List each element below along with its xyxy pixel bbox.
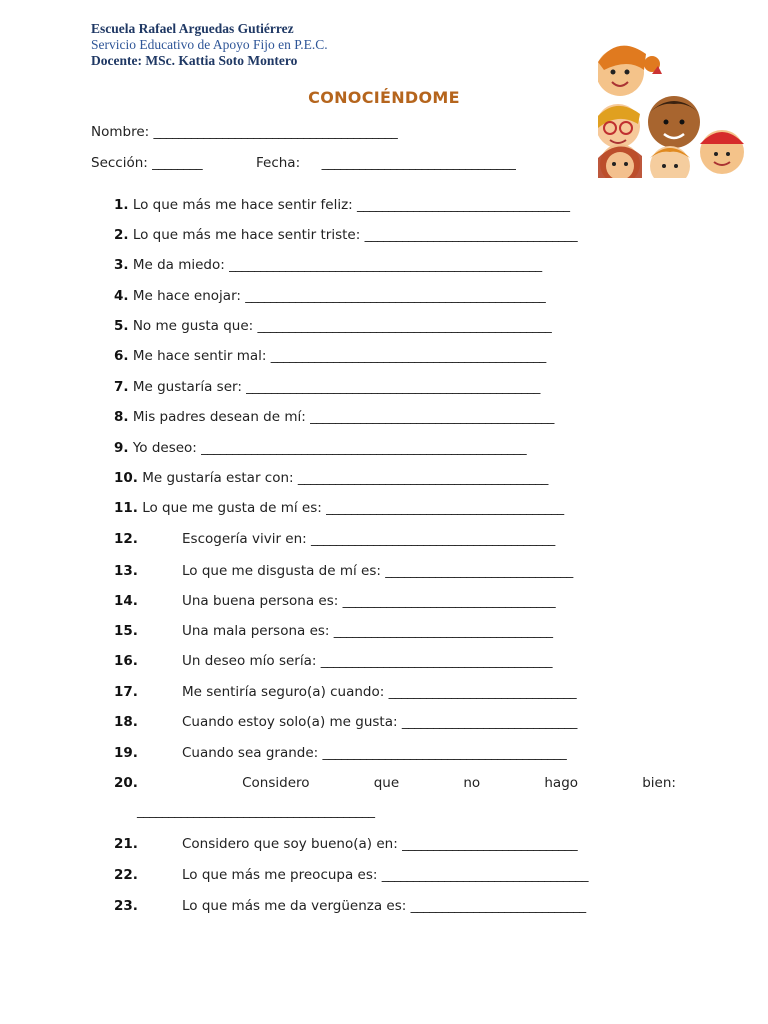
question-14: [114, 593, 676, 609]
answer-blank[interactable]: ____________________________: [410, 898, 586, 914]
question-text: Escogería vivir en: _______________________________________: [182, 531, 555, 547]
question-number: 1.: [114, 197, 129, 213]
question-7: [114, 379, 676, 395]
question-15: [114, 623, 676, 639]
question-number: 11.: [114, 500, 138, 516]
question-number: 3.: [114, 257, 129, 273]
question-number: 22.: [114, 867, 138, 883]
question-6: [114, 348, 676, 364]
question-text: Lo que más me da vergüenza es: ____________________________: [182, 898, 586, 914]
question-text: Me sentiría seguro(a) cuando: ______________________________: [182, 684, 577, 700]
question-number: 4.: [114, 288, 129, 304]
school-name: Escuela Rafael Arguedas Gutiérrez: [91, 21, 294, 36]
answer-blank[interactable]: ___________________________________: [333, 623, 553, 639]
question-number: 23.: [114, 898, 138, 914]
seccion-label: Sección:: [91, 155, 148, 171]
question-word: que: [373, 775, 400, 791]
question-18: [114, 714, 676, 730]
seccion-row: [91, 155, 202, 171]
question-3: [114, 257, 676, 273]
nombre-label: Nombre:: [91, 124, 150, 140]
question-number: 6.: [114, 348, 129, 364]
question-1: [114, 197, 676, 213]
question-text: Mis padres desean de mí:: [132, 409, 306, 425]
question-number: 15.: [114, 623, 138, 639]
answer-blank[interactable]: _______________________________________________: [246, 379, 540, 395]
fecha-row: [256, 155, 515, 171]
question-23: [114, 898, 676, 914]
question-4: [114, 288, 676, 304]
question-number: 8.: [114, 409, 129, 425]
answer-blank[interactable]: ________________________________________________: [245, 288, 546, 304]
question-text: Lo que más me hace sentir triste:: [132, 227, 361, 243]
teacher-name: Docente: MSc. Kattia Soto Montero: [91, 53, 298, 68]
question-10: [114, 470, 676, 486]
answer-blank[interactable]: _______________________________________: [322, 745, 567, 761]
question-text: Yo deseo:: [132, 440, 197, 456]
fecha-label: Fecha:: [256, 155, 301, 171]
question-text: Considero que soy bueno(a) en: ____________________________: [182, 836, 578, 852]
question-word: no: [463, 775, 481, 791]
question-text: Me gustaría ser:: [132, 379, 242, 395]
answer-blank[interactable]: ____________________________________________________: [201, 440, 527, 456]
question-text: Una mala persona es: ___________________________________: [182, 623, 553, 639]
question-2: [114, 227, 676, 243]
question-number: 2.: [114, 227, 129, 243]
question-5: [114, 318, 676, 334]
question-text: Cuando estoy solo(a) me gusta: ____________________________: [182, 714, 577, 730]
question-number: 18.: [114, 714, 138, 730]
question-text: Me hace sentir mal:: [132, 348, 267, 364]
page-title: CONOCIÉNDOME: [308, 88, 460, 107]
question-text: Me hace enojar:: [132, 288, 241, 304]
question-number: 5.: [114, 318, 129, 334]
question-number: 10.: [114, 470, 138, 486]
question-text: Me gustaría estar con:: [142, 470, 294, 486]
question-number: 16.: [114, 653, 138, 669]
question-text: Una buena persona es: __________________________________: [182, 593, 556, 609]
question-word: Considero: [242, 775, 310, 791]
question-20: [114, 775, 676, 791]
question-text: Un deseo mío sería: _____________________________________: [182, 653, 552, 669]
school-header: [91, 21, 328, 69]
answer-blank[interactable]: ______________________________________: [326, 500, 564, 516]
question-number: 9.: [114, 440, 129, 456]
question-22: [114, 867, 676, 883]
children-faces-illustration: [598, 40, 744, 178]
question-text: Lo que más me hace sentir feliz:: [132, 197, 353, 213]
answer-blank[interactable]: __________________________________: [364, 227, 578, 243]
answer-blank[interactable]: __________________________________: [357, 197, 570, 213]
answer-blank[interactable]: ______________________________: [385, 563, 573, 579]
answer-blank[interactable]: ____________________________: [402, 836, 578, 852]
question-text: Lo que más me preocupa es: _________________________________: [182, 867, 588, 883]
seccion-field[interactable]: ________: [152, 155, 203, 171]
question-19: [114, 745, 676, 761]
question-text: Me da miedo:: [132, 257, 225, 273]
question-number: 12.: [114, 531, 138, 547]
question-21: [114, 836, 676, 852]
answer-blank[interactable]: ________________________________________: [297, 470, 548, 486]
question-number: 17.: [114, 684, 138, 700]
question-12: [114, 531, 676, 547]
question-text: Cuando sea grande: _______________________________________: [182, 745, 567, 761]
question-word: hago: [544, 775, 579, 791]
question-number: 20.: [114, 775, 138, 791]
question-number: 14.: [114, 593, 138, 609]
answer-blank[interactable]: _______________________________________: [310, 409, 554, 425]
answer-blank[interactable]: ______________________________________: [137, 803, 375, 819]
answer-blank[interactable]: ______________________________: [388, 684, 577, 700]
answer-blank[interactable]: _______________________________________: [311, 531, 555, 547]
answer-blank[interactable]: _____________________________________: [320, 653, 552, 669]
question-text: Lo que me gusta de mí es:: [142, 500, 322, 516]
answer-blank[interactable]: ____________________________: [401, 714, 577, 730]
question-text: Lo que me disgusta de mí es: ______________________________: [182, 563, 573, 579]
question-8: [114, 409, 676, 425]
question-number: 13.: [114, 563, 138, 579]
answer-blank[interactable]: ____________________________________________: [270, 348, 546, 364]
answer-blank[interactable]: __________________________________: [342, 593, 556, 609]
question-text: No me gusta que:: [132, 318, 254, 334]
question-13: [114, 563, 676, 579]
nombre-field[interactable]: _______________________________________: [153, 124, 398, 140]
answer-blank[interactable]: _________________________________: [381, 867, 588, 883]
question-word: bien:: [642, 775, 676, 791]
question-16: [114, 653, 676, 669]
question-number: 21.: [114, 836, 138, 852]
nombre-row: [91, 124, 397, 140]
answer-blank[interactable]: __________________________________________________: [229, 257, 542, 273]
service-name: Servicio Educativo de Apoyo Fijo en P.E.C.: [91, 37, 328, 52]
answer-blank[interactable]: _______________________________________________: [257, 318, 552, 334]
question-number: 19.: [114, 745, 138, 761]
question-11: [114, 500, 676, 516]
question-number: 7.: [114, 379, 129, 395]
question-17: [114, 684, 676, 700]
question-9: [114, 440, 676, 456]
fecha-field[interactable]: _______________________________: [321, 155, 516, 171]
